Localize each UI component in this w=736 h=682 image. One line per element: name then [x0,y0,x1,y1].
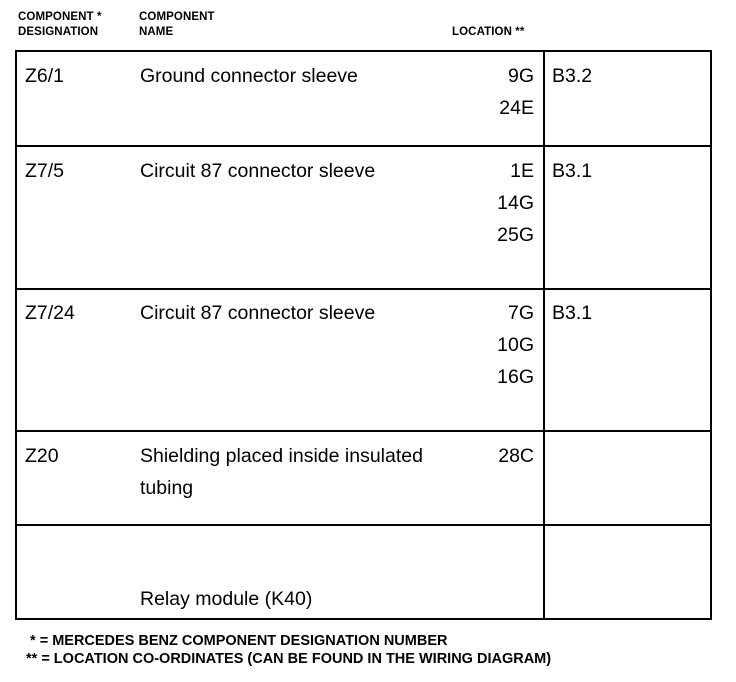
footnote-location: ** = LOCATION CO-ORDINATES (CAN BE FOUND IN THE WIRING DIAGRAM) [26,651,552,667]
column-divider [543,52,545,618]
location-coordinate: 25G [497,224,534,246]
location-column-header: LOCATION ** [452,26,525,38]
name-header-line1: COMPONENT [139,11,215,23]
row-name: Shielding placed inside insulated tubing [140,445,423,499]
designation-header-line2: DESIGNATION [18,26,99,38]
footnote-designation: * = MERCEDES BENZ COMPONENT DESIGNATION NUMBER [26,633,448,649]
row-divider [17,145,710,147]
row-divider [17,288,710,290]
row-designation: Z7/5 [25,160,65,182]
name-header-line2: NAME [139,26,174,38]
row-locations [497,297,534,393]
row-designation: Z6/1 [25,65,65,87]
location-coordinate: 10G [497,334,534,356]
row-locations [498,440,534,472]
name-column-header [139,10,215,40]
component-table [15,50,712,620]
row-name: Circuit 87 connector sleeve [140,160,376,182]
row-reference: B3.2 [552,65,593,87]
row-divider [17,430,710,432]
row-reference: B3.1 [552,302,593,324]
row-designation: Z7/24 [25,302,75,324]
location-coordinate: 7G [507,302,534,324]
designation-column-header [18,10,102,40]
location-coordinate: 28C [498,445,534,467]
location-coordinate: 14G [497,192,534,214]
location-coordinate: 24E [499,97,534,119]
row-locations [499,60,534,124]
row-designation: Z20 [25,445,59,467]
row-divider [17,524,710,526]
row-name: Relay module (K40) [140,588,313,610]
row-name: Circuit 87 connector sleeve [140,302,376,324]
row-reference: B3.1 [552,160,593,182]
location-coordinate: 1E [510,160,534,182]
location-coordinate: 16G [497,366,534,388]
row-locations [497,155,534,251]
row-name: Ground connector sleeve [140,65,358,87]
location-coordinate: 9G [507,65,534,87]
designation-header-line1: COMPONENT * [18,11,102,23]
